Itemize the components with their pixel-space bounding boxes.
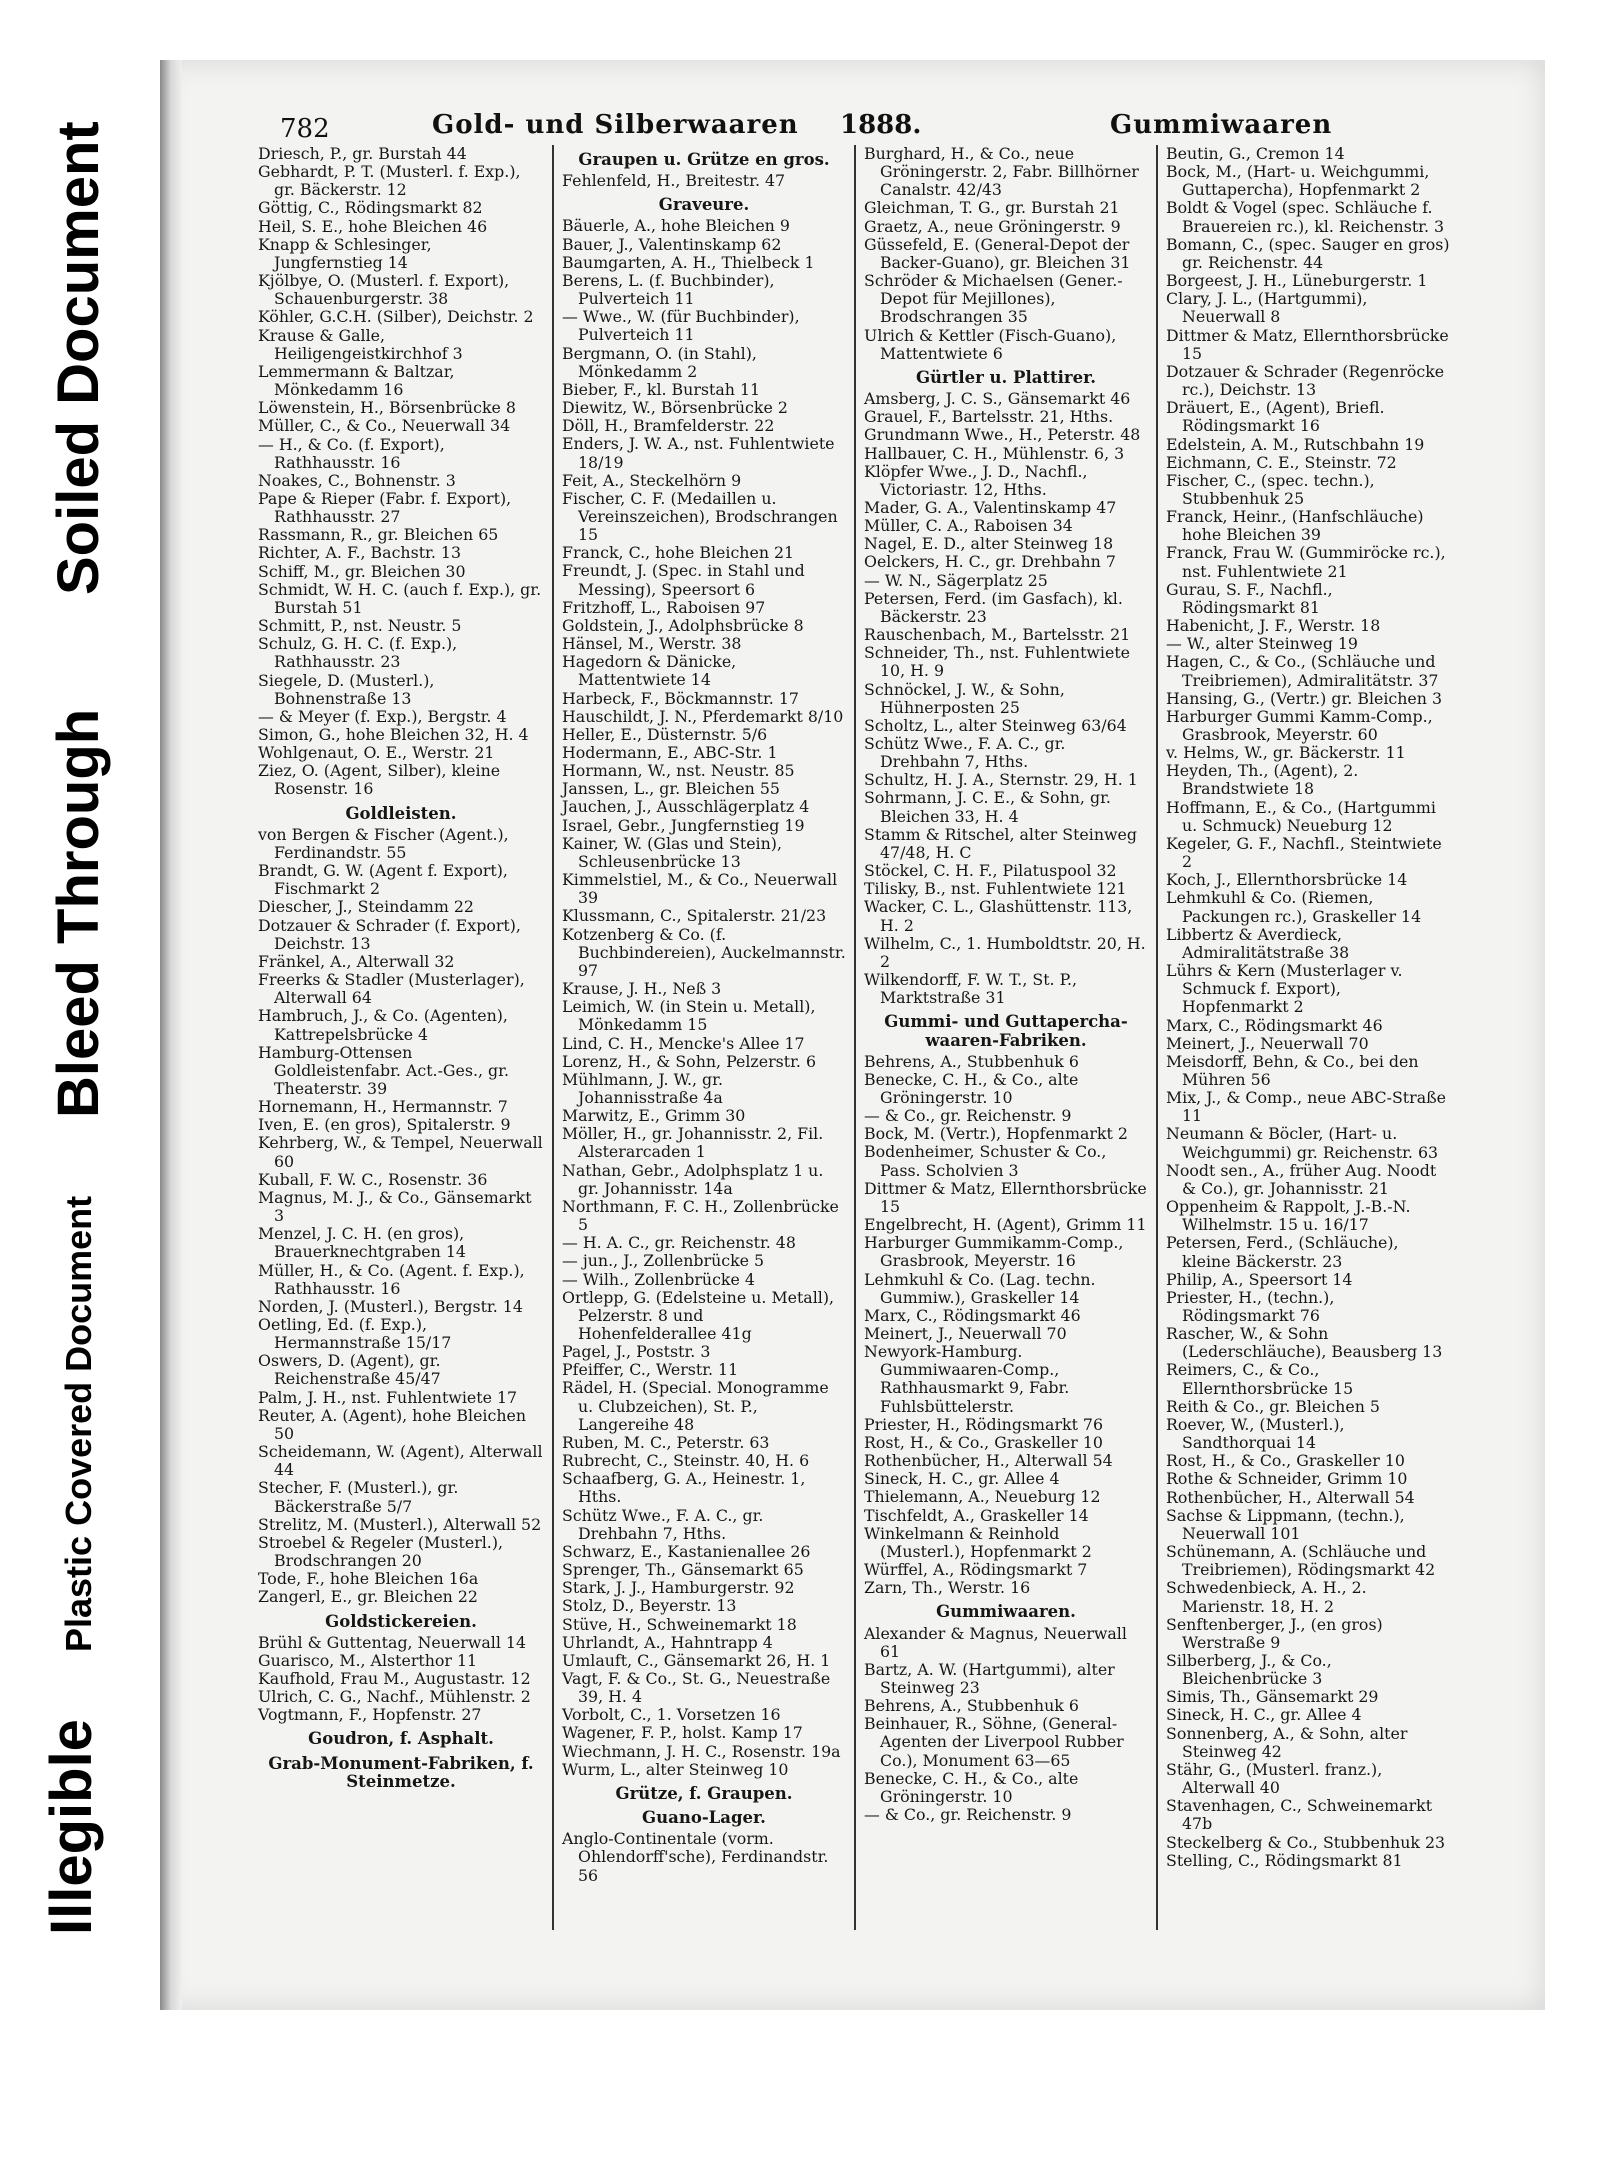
- directory-entry: Gleichman, T. G., gr. Burstah 21: [864, 198, 1120, 218]
- directory-entry: Rascher, W., & Sohn (Lederschläuche), Beausberg 13: [1166, 1324, 1443, 1362]
- directory-entry: Marwitz, E., Grimm 30: [562, 1106, 746, 1126]
- directory-entry: Schmitt, P., nst. Neustr. 5: [258, 616, 462, 636]
- directory-entry: Sineck, H. C., gr. Allee 4: [1166, 1705, 1362, 1725]
- directory-entry: — & Co., gr. Reichenstr. 9: [864, 1805, 1072, 1825]
- directory-entry: Hansing, G., (Vertr.) gr. Bleichen 3: [1166, 688, 1443, 708]
- directory-entry: Vagt, F. & Co., St. G., Neuestraße 39, H. 4: [562, 1668, 831, 1707]
- directory-entry: Diescher, J., Steindamm 22: [258, 897, 474, 917]
- directory-entry: Pape & Rieper (Fabr. f. Export), Rathhausstr. 27: [258, 488, 512, 527]
- directory-entry: Oetling, Ed. (f. Exp.), Hermannstraße 15/17: [258, 1315, 452, 1353]
- directory-entry: Uhrlandt, A., Hahntrapp 4: [562, 1632, 773, 1652]
- section-heading: Gummiwaaren.: [936, 1602, 1076, 1622]
- directory-entry: Ortlepp, G. (Edelsteine u. Metall), Pelzerstr. 8 und Hohenfelderallee 41g: [562, 1287, 835, 1343]
- directory-entry: Freundt, J. (Spec. in Stahl und Messing), Speersort 6: [562, 561, 805, 599]
- directory-entry: Amsberg, J. C. S., Gänsemarkt 46: [864, 389, 1131, 409]
- section-heading: Gummi- und Guttapercha-waaren-Fabriken.: [884, 1012, 1128, 1050]
- directory-entry: Ziez, O. (Agent, Silber), kleine Rosenstr. 16: [258, 761, 501, 799]
- directory-entry: Rothenbücher, H., Alterwall 54: [864, 1451, 1113, 1471]
- directory-entry: Ulrich & Kettler (Fisch-Guano), Mattentwiete 6: [864, 325, 1117, 363]
- directory-entry: Dotzauer & Schrader (Regenröcke rc.), Deichstr. 13: [1166, 361, 1445, 400]
- directory-entry: Reuter, A. (Agent), hohe Bleichen 50: [258, 1405, 527, 1443]
- directory-entry: Baumgarten, A. H., Thielbeck 1: [562, 252, 815, 272]
- directory-entry: Simon, G., hohe Bleichen 32, H. 4: [258, 725, 529, 744]
- page-binding-edge: [160, 60, 182, 2010]
- directory-entry: — & Co., gr. Reichenstr. 9: [864, 1106, 1072, 1126]
- directory-entry: Müller, H., & Co. (Agent. f. Exp.), Rathhausstr. 16: [258, 1260, 525, 1298]
- directory-entry: Lehmkuhl & Co. (Lag. techn. Gummiw.), Graskeller 14: [864, 1269, 1096, 1307]
- directory-entry: Köhler, G.C.H. (Silber), Deichstr. 2: [258, 307, 534, 327]
- directory-entry: Rassmann, R., gr. Bleichen 65: [258, 525, 499, 545]
- directory-entry: Sprenger, Th., Gänsemarkt 65: [562, 1560, 804, 1580]
- directory-entry: Gebhardt, P. T. (Musterl. f. Exp.), gr. Bäckerstr. 12: [258, 162, 521, 200]
- directory-entry: Sonnenberg, A., & Sohn, alter Steinweg 42: [1166, 1723, 1408, 1761]
- directory-entry: v. Helms, W., gr. Bäckerstr. 11: [1166, 743, 1406, 763]
- stamp-bleed-through: Bleed Through: [46, 708, 111, 1118]
- directory-entry: Harbeck, F., Böckmannstr. 17: [562, 688, 799, 708]
- directory-entry: Stüve, H., Schweinemarkt 18: [562, 1614, 797, 1634]
- directory-entry: Lehmkuhl & Co. (Riemen, Packungen rc.), Graskeller 14: [1166, 888, 1422, 926]
- directory-entry: Fränkel, A., Alterwall 32: [258, 951, 455, 971]
- directory-columns: [250, 145, 1460, 1930]
- directory-entry: Marx, C., Rödingsmarkt 46: [1166, 1015, 1383, 1035]
- directory-entry: Grundmann Wwe., H., Peterstr. 48: [864, 425, 1141, 445]
- directory-entry: Janssen, L., gr. Bleichen 55: [562, 779, 780, 799]
- directory-entry: Winkelmann & Reinhold (Musterl.), Hopfenmarkt 2: [864, 1523, 1092, 1561]
- directory-entry: Nagel, E. D., alter Steinweg 18: [864, 534, 1114, 554]
- directory-entry: Scheidemann, W. (Agent), Alterwall 44: [258, 1442, 543, 1480]
- directory-entry: Boldt & Vogel (spec. Schläuche f. Brauereien rc.), kl. Reichenstr. 3: [1166, 198, 1445, 236]
- directory-entry: Thielemann, A., Neueburg 12: [864, 1487, 1101, 1507]
- directory-entry: Meisdorff, Behn, & Co., bei den Mühren 56: [1166, 1051, 1419, 1089]
- directory-entry: Hornemann, H., Hermannstr. 7: [258, 1097, 508, 1117]
- section-heading: Goudron, f. Asphalt.: [308, 1729, 494, 1749]
- section-heading: Goldleisten.: [345, 803, 457, 823]
- directory-entry: Freerks & Stadler (Musterlager), Alterwall 64: [258, 970, 525, 1008]
- directory-entry: Kegeler, G. F., Nachfl., Steintwiete 2: [1166, 833, 1442, 872]
- directory-entry: — Wwe., W. (für Buchbinder), Pulverteich 11: [562, 307, 800, 345]
- directory-entry: Dräuert, E., (Agent), Briefl. Rödingsmarkt 16: [1166, 398, 1385, 436]
- directory-entry: Alexander & Magnus, Neuerwall 61: [864, 1623, 1127, 1661]
- directory-entry: Sohrmann, J. C. E., & Sohn, gr. Bleichen 33, H. 4: [864, 788, 1111, 826]
- directory-entry: Stelling, C., Rödingsmarkt 81: [1166, 1850, 1403, 1870]
- directory-entry: Kehrberg, W., & Tempel, Neuerwall 60: [258, 1133, 543, 1171]
- directory-entry: Dittmer & Matz, Ellernthorsbrücke 15: [864, 1178, 1147, 1216]
- directory-entry: Noakes, C., Bohnenstr. 3: [258, 470, 456, 490]
- directory-entry: Priester, H., Rödingsmarkt 76: [864, 1414, 1104, 1434]
- directory-entry: Schütz Wwe., F. A. C., gr. Drehbahn 7, Hths.: [562, 1505, 764, 1543]
- directory-entry: Wohlgenaut, O. E., Werstr. 21: [258, 743, 495, 763]
- directory-entry: Schünemann, A. (Schläuche und Treibriemen), Rödingsmarkt 42: [1166, 1542, 1436, 1580]
- directory-entry: Lemmermann & Baltzar, Mönkedamm 16: [258, 361, 455, 400]
- directory-entry: Sachse & Lippmann, (techn.), Neuerwall 101: [1166, 1505, 1405, 1543]
- directory-entry: Rädel, H. (Special. Monogramme u. Clubzeichen), St. P., Langereihe 48: [562, 1378, 829, 1434]
- directory-entry: Diewitz, W., Börsenbrücke 2: [562, 398, 788, 418]
- directory-entry: Menzel, J. C. H. (en gros), Brauerknechtgraben 14: [258, 1224, 466, 1262]
- directory-entry: Rost, H., & Co., Graskeller 10: [864, 1432, 1103, 1452]
- directory-entry: Hoffmann, E., & Co., (Hartgummi u. Schmuck) Neueburg 12: [1166, 797, 1436, 835]
- directory-entry: Tode, F., hohe Bleichen 16a: [258, 1569, 479, 1589]
- directory-entry: Behrens, A., Stubbenhuk 6: [864, 1696, 1079, 1716]
- directory-entry: Senftenberger, J., (en gros) Werstraße 9: [1166, 1614, 1383, 1652]
- directory-entry: — H., & Co. (f. Export), Rathhausstr. 16: [258, 434, 445, 472]
- directory-entry: Kuball, F. W. C., Rosenstr. 36: [258, 1169, 488, 1189]
- directory-entry: Rauschenbach, M., Bartelsstr. 21: [864, 625, 1131, 645]
- directory-entry: Hagedorn & Dänicke, Mattentwiete 14: [562, 652, 737, 690]
- directory-entry: Fritzhoff, L., Raboisen 97: [562, 597, 766, 617]
- directory-entry: Benecke, C. H., & Co., alte Gröningerstr. 10: [864, 1768, 1079, 1806]
- directory-entry: Brühl & Guttentag, Neuerwall 14: [258, 1632, 527, 1652]
- directory-entry: Heyden, Th., (Agent), 2. Brandstwiete 18: [1166, 761, 1359, 799]
- directory-entry: Mix, J., & Comp., neue ABC-Straße 11: [1166, 1088, 1447, 1126]
- directory-entry: Fehlenfeld, H., Breitestr. 47: [562, 171, 786, 191]
- directory-entry: Iven, E. (en gros), Spitalerstr. 9: [258, 1115, 511, 1135]
- directory-entry: Fischer, C., (spec. techn.), Stubbenhuk 25: [1166, 470, 1375, 508]
- directory-entry: Wiechmann, J. H. C., Rosenstr. 19a: [562, 1741, 841, 1761]
- directory-entry: Rost, H., & Co., Graskeller 10: [1166, 1451, 1405, 1471]
- directory-entry: Berens, L. (f. Buchbinder), Pulverteich 11: [562, 270, 775, 309]
- directory-entry: Bergmann, O. (in Stahl), Mönkedamm 2: [562, 343, 757, 381]
- directory-entry: Grauel, F., Bartelsstr. 21, Hths.: [864, 407, 1114, 427]
- directory-entry: Clary, J. L., (Hartgummi), Neuerwall 8: [1166, 289, 1368, 327]
- directory-entry: Dotzauer & Schrader (f. Export), Deichstr. 13: [258, 915, 521, 953]
- directory-entry: Ulrich, C. G., Nachf., Mühlenstr. 2: [258, 1687, 531, 1707]
- directory-entry: Jauchen, J., Ausschlägerplatz 4: [562, 797, 810, 817]
- directory-entry: Reith & Co., gr. Bleichen 5: [1166, 1396, 1380, 1416]
- directory-entry: Oswers, D. (Agent), gr. Reichenstraße 45/47: [258, 1351, 441, 1389]
- directory-entry: Philip, A., Speersort 14: [1166, 1269, 1353, 1289]
- directory-entry: Wilhelm, C., 1. Humboldtstr. 20, H. 2: [864, 933, 1146, 971]
- directory-entry: Wurm, L., alter Steinweg 10: [562, 1759, 789, 1779]
- directory-entry: Gurau, S. F., Nachfl., Rödingsmarkt 81: [1166, 579, 1333, 617]
- directory-entry: Bock, M. (Vertr.), Hopfenmarkt 2: [864, 1124, 1128, 1144]
- directory-entry: Stolz, D., Beyerstr. 13: [562, 1596, 737, 1616]
- directory-entry: Libbertz & Averdieck, Admiralitätstraße 38: [1166, 924, 1350, 962]
- directory-entry: — jun., J., Zollenbrücke 5: [562, 1251, 765, 1271]
- directory-entry: Roever, W., (Musterl.), Sandthorquai 14: [1166, 1414, 1345, 1453]
- directory-entry: Driesch, P., gr. Burstah 44: [258, 145, 467, 163]
- directory-entry: Hodermann, E., ABC-Str. 1: [562, 743, 778, 762]
- directory-entry: Pfeiffer, C., Werstr. 11: [562, 1360, 739, 1380]
- directory-entry: Meinert, J., Neuerwall 70: [1166, 1033, 1369, 1053]
- directory-entry: Northmann, F. C. H., Zollenbrücke 5: [562, 1196, 839, 1235]
- directory-entry: — W. N., Sägerplatz 25: [864, 570, 1048, 590]
- directory-entry: Schröder & Michaelsen (Gener.-Depot für Mejillones), Brodschrangen 35: [864, 271, 1123, 327]
- directory-entry: Bodenheimer, Schuster & Co., Pass. Scholvien 3: [864, 1142, 1107, 1180]
- directory-entry: Habenicht, J. F., Werstr. 18: [1166, 616, 1381, 636]
- directory-entry: Behrens, A., Stubbenhuk 6: [864, 1051, 1079, 1071]
- directory-entry: Mader, G. A., Valentinskamp 47: [864, 497, 1117, 517]
- directory-entry: Neumann & Böcler, (Hart- u. Weichgummi) gr. Reichenstr. 63: [1166, 1124, 1439, 1162]
- section-heading: Gürtler u. Plattirer.: [915, 367, 1097, 387]
- directory-entry: Goldstein, J., Adolphsbrücke 8: [562, 615, 804, 635]
- directory-entry: Magnus, M. J., & Co., Gänsemarkt 3: [258, 1187, 532, 1226]
- directory-entry: Tischfeldt, A., Graskeller 14: [864, 1505, 1089, 1525]
- directory-entry: Hormann, W., nst. Neustr. 85: [562, 761, 795, 781]
- directory-entry: Rubrecht, C., Steinstr. 40, H. 6: [562, 1451, 810, 1471]
- directory-entry: Würffel, A., Rödingsmarkt 7: [864, 1560, 1088, 1580]
- directory-entry: Franck, Frau W. (Gummiröcke rc.), nst. Fuhlentwiete 21: [1166, 543, 1446, 581]
- directory-entry: Meinert, J., Neuerwall 70: [864, 1324, 1067, 1343]
- directory-entry: Siegele, D. (Musterl.), Bohnenstraße 13: [258, 670, 435, 708]
- directory-entry: Ruben, M. C., Peterstr. 63: [562, 1432, 770, 1452]
- directory-entry: Bauer, J., Valentinskamp 62: [562, 234, 782, 254]
- directory-entry: Heil, S. E., hohe Bleichen 46: [258, 216, 488, 236]
- directory-entry: Borgeest, J. H., Lüneburgerstr. 1: [1166, 271, 1428, 291]
- section-heading: Guano-Lager.: [642, 1808, 766, 1828]
- directory-entry: Dittmer & Matz, Ellernthorsbrücke 15: [1166, 325, 1449, 363]
- directory-entry: Krause, J. H., Neß 3: [562, 979, 722, 999]
- directory-entry: Beinhauer, R., Söhne, (General-Agenten der Liverpool Rubber Co.), Monument 63—65: [864, 1714, 1124, 1770]
- directory-entry: Israel, Gebr., Jungfernstieg 19: [562, 815, 805, 835]
- directory-entry: Schiff, M., gr. Bleichen 30: [258, 561, 466, 581]
- directory-entry: Richter, A. F., Bachstr. 13: [258, 543, 461, 563]
- page-header: [280, 108, 1333, 148]
- stamp-illegible: Illegible: [39, 1719, 104, 1935]
- directory-entry: Strelitz, M. (Musterl.), Alterwall 52: [258, 1514, 542, 1534]
- directory-entry: Eichmann, C. E., Steinstr. 72: [1166, 452, 1397, 472]
- page-number: 782: [280, 114, 330, 144]
- directory-entry: Kaufhold, Frau M., Augustastr. 12: [258, 1668, 531, 1688]
- directory-entry: Stavenhagen, C., Schweinemarkt 47b: [1166, 1796, 1433, 1834]
- directory-entry: Umlauft, C., Gänsemarkt 26, H. 1: [562, 1650, 831, 1670]
- stamp-soiled-document: Soiled Document: [46, 121, 111, 595]
- directory-entry: Rothenbücher, H., Alterwall 54: [1166, 1487, 1415, 1507]
- section-heading: Goldstickereien.: [325, 1611, 477, 1631]
- directory-entry: Feit, A., Steckelhörn 9: [562, 470, 742, 490]
- directory-entry: Silberberg, J., & Co., Bleichenbrücke 3: [1166, 1650, 1332, 1689]
- header-right-title: Gummiwaaren: [1110, 110, 1333, 140]
- directory-entry: Engelbrecht, H. (Agent), Grimm 11: [864, 1215, 1147, 1235]
- stamp-plastic-covered: Plastic Covered Document: [58, 1195, 99, 1652]
- archive-stamp-strip: [0, 0, 160, 2177]
- directory-entry: Sineck, H. C., gr. Allee 4: [864, 1469, 1060, 1489]
- directory-entry: Hagen, C., & Co., (Schläuche und Treibriemen), Admiralitätstr. 37: [1166, 652, 1439, 690]
- directory-entry: Oelckers, H. C., gr. Drehbahn 7: [864, 552, 1116, 572]
- directory-entry: Krause & Galle, Heiligengeistkirchhof 3: [258, 325, 463, 363]
- header-year: 1888.: [840, 110, 922, 140]
- directory-entry: Simis, Th., Gänsemarkt 29: [1166, 1687, 1379, 1707]
- directory-entry: Knapp & Schlesinger, Jungfernstieg 14: [258, 234, 432, 272]
- directory-entry: Stöckel, C. H. F., Pilatuspool 32: [864, 861, 1117, 881]
- directory-entry: — H. A. C., gr. Reichenstr. 48: [562, 1233, 796, 1253]
- directory-entry: Schmidt, W. H. C. (auch f. Exp.), gr. Burstah 51: [258, 579, 542, 617]
- directory-entry: Guarisco, M., Alsterthor 11: [258, 1650, 478, 1670]
- directory-entry: Vorbolt, C., 1. Vorsetzen 16: [562, 1705, 781, 1725]
- directory-entry: Stähr, G., (Musterl. franz.), Alterwall 40: [1166, 1759, 1383, 1798]
- directory-entry: Lorenz, H., & Sohn, Pelzerstr. 6: [562, 1051, 816, 1071]
- directory-entry: — Wilh., Zollenbrücke 4: [562, 1269, 755, 1289]
- directory-entry: Hauschildt, J. N., Pferdemarkt 8/10: [562, 706, 844, 726]
- directory-entry: Bomann, C., (spec. Sauger en gros) gr. Reichenstr. 44: [1166, 234, 1450, 272]
- directory-entry: Newyork-Hamburg. Gummiwaaren-Comp., Rathhausmarkt 9, Fabr. Fuhlsbüttelerstr.: [864, 1342, 1070, 1416]
- directory-entry: Petersen, Ferd., (Schläuche), kleine Bäckerstr. 23: [1166, 1233, 1399, 1271]
- directory-entry: Nathan, Gebr., Adolphsplatz 1 u. gr. Johannisstr. 14a: [562, 1160, 824, 1198]
- directory-entry: Klussmann, C., Spitalerstr. 21/23: [562, 906, 827, 926]
- directory-entry: Heller, E., Düsternstr. 5/6: [562, 724, 768, 744]
- directory-entry: Döll, H., Bramfelderstr. 22: [562, 416, 775, 436]
- directory-entry: Petersen, Ferd. (im Gasfach), kl. Bäckerstr. 23: [864, 588, 1123, 626]
- directory-entry: Schwarz, E., Kastanienallee 26: [562, 1541, 811, 1561]
- directory-entry: Benecke, C. H., & Co., alte Gröningerstr. 10: [864, 1069, 1079, 1107]
- directory-entry: Scholtz, L., alter Steinweg 63/64: [864, 715, 1127, 735]
- directory-entry: Schütz Wwe., F. A. C., gr. Drehbahn 7, Hths.: [864, 734, 1066, 772]
- directory-entry: Klöpfer Wwe., J. D., Nachfl., Victoriastr. 12, Hths.: [864, 461, 1088, 499]
- directory-entry: Göttig, C., Rödingsmarkt 82: [258, 198, 483, 218]
- directory-entry: Harburger Gummi Kamm-Comp., Grasbrook, Meyerstr. 60: [1166, 706, 1433, 744]
- directory-entry: Oppenheim & Rappolt, J.-B.-N. Wilhelmstr. 15 u. 16/17: [1166, 1197, 1411, 1235]
- directory-entry: Zarn, Th., Werstr. 16: [864, 1578, 1031, 1598]
- directory-entry: Wacker, C. L., Glashüttenstr. 113, H. 2: [864, 897, 1133, 935]
- directory-entry: Hallbauer, C. H., Mühlenstr. 6, 3: [864, 443, 1125, 463]
- directory-entry: Kjölbye, O. (Musterl. f. Export), Schauenburgerstr. 38: [258, 271, 510, 309]
- directory-entry: Harburger Gummikamm-Comp., Grasbrook, Meyerstr. 16: [864, 1233, 1124, 1271]
- directory-entry: Wilkendorff, F. W. T., St. P., Marktstraße 31: [864, 970, 1078, 1008]
- directory-entry: Edelstein, A. M., Rutschbahn 19: [1166, 434, 1425, 454]
- directory-column-3: [854, 145, 1156, 1930]
- directory-entry: Franck, Heinr., (Hanfschläuche) hohe Bleichen 39: [1166, 507, 1424, 545]
- directory-entry: Lind, C. H., Mencke's Allee 17: [562, 1033, 805, 1053]
- directory-entry: Schwedenbieck, A. H., 2. Marienstr. 18, H. 2: [1166, 1578, 1367, 1616]
- directory-entry: Pagel, J., Poststr. 3: [562, 1342, 711, 1362]
- directory-entry: Schnöckel, J. W., & Sohn, Hühnerposten 25: [864, 679, 1065, 717]
- directory-entry: Anglo-Continentale (vorm. Ohlendorff'sche), Ferdinandstr. 56: [562, 1829, 829, 1885]
- directory-entry: Priester, H., (techn.), Rödingsmarkt 76: [1166, 1287, 1335, 1325]
- directory-entry: Stark, J. J., Hamburgerstr. 92: [562, 1578, 795, 1598]
- directory-entry: Brandt, G. W. (Agent f. Export), Fischmarkt 2: [258, 861, 508, 899]
- directory-entry: Stamm & Ritschel, alter Steinweg 47/48, H. C: [864, 824, 1137, 862]
- directory-entry: Müller, C. A., Raboisen 34: [864, 516, 1073, 536]
- directory-column-2: [552, 145, 854, 1930]
- directory-entry: Bock, M., (Hart- u. Weichgummi, Guttapercha), Hopfenmarkt 2: [1166, 162, 1430, 200]
- directory-entry: Graetz, A., neue Gröningerstr. 9: [864, 216, 1121, 236]
- directory-entry: Steckelberg & Co., Stubbenhuk 23: [1166, 1832, 1446, 1852]
- directory-entry: Fischer, C. F. (Medaillen u. Vereinszeichen), Brodschrangen 15: [562, 488, 838, 545]
- section-heading: Grütze, f. Graupen.: [615, 1783, 793, 1803]
- directory-entry: Bartz, A. W. (Hartgummi), alter Steinweg 23: [864, 1659, 1115, 1697]
- directory-entry: Lührs & Kern (Musterlager v. Schmuck f. Export), Hopfenmarkt 2: [1166, 961, 1403, 1017]
- directory-entry: Noodt sen., A., früher Aug. Noodt & Co.), gr. Johannisstr. 21: [1166, 1160, 1437, 1198]
- directory-entry: Tilisky, B., nst. Fuhlentwiete 121: [864, 879, 1127, 899]
- directory-entry: Burghard, H., & Co., neue Gröningerstr. 2, Fabr. Billhörner Canalstr. 42/43: [864, 145, 1139, 200]
- header-left-title: Gold- und Silberwaaren: [432, 110, 799, 140]
- section-heading: Graveure.: [658, 195, 750, 215]
- directory-entry: Kotzenberg & Co. (f. Buchbindereien), Auckelmannstr. 97: [562, 924, 846, 980]
- directory-entry: Hambruch, J., & Co. (Agenten), Kattrepelsbrücke 4: [258, 1006, 508, 1044]
- directory-entry: Vogtmann, F., Hopfenstr. 27: [258, 1705, 482, 1725]
- directory-entry: Palm, J. H., nst. Fuhlentwiete 17: [258, 1387, 518, 1407]
- section-heading: Grab-Monument-Fabriken, f. Steinmetze.: [268, 1753, 534, 1791]
- directory-entry: von Bergen & Fischer (Agent.), Ferdinandstr. 55: [258, 824, 509, 862]
- directory-entry: Schultz, H. J. A., Sternstr. 29, H. 1: [864, 770, 1138, 790]
- directory-entry: Norden, J. (Musterl.), Bergstr. 14: [258, 1296, 523, 1316]
- directory-entry: Enders, J. W. A., nst. Fuhlentwiete 18/19: [562, 434, 835, 472]
- directory-entry: — W., alter Steinweg 19: [1166, 634, 1358, 654]
- directory-entry: Kainer, W. (Glas und Stein), Schleusenbrücke 13: [562, 833, 782, 871]
- directory-entry: Stecher, F. (Musterl.), gr. Bäckerstraße 5/7: [258, 1478, 459, 1516]
- directory-entry: Mühlmann, J. W., gr. Johannisstraße 4a: [562, 1069, 723, 1107]
- directory-entry: Kimmelstiel, M., & Co., Neuerwall 39: [562, 870, 838, 908]
- directory-entry: Marx, C., Rödingsmarkt 46: [864, 1305, 1081, 1325]
- directory-entry: Rothe & Schneider, Grimm 10: [1166, 1469, 1408, 1489]
- directory-entry: Stroebel & Regeler (Musterl.), Brodschrangen 20: [258, 1532, 503, 1571]
- directory-column-1: [250, 145, 552, 1930]
- directory-entry: Schaafberg, G. A., Heinestr. 1, Hths.: [562, 1469, 806, 1507]
- directory-entry: Franck, C., hohe Bleichen 21: [562, 543, 795, 563]
- directory-column-4: [1156, 145, 1458, 1930]
- directory-entry: Koch, J., Ellernthorsbrücke 14: [1166, 870, 1408, 890]
- directory-entry: Müller, C., & Co., Neuerwall 34: [258, 416, 511, 436]
- directory-entry: Hänsel, M., Werstr. 38: [562, 634, 742, 654]
- directory-entry: Möller, H., gr. Johannisstr. 2, Fil. Alsterarcaden 1: [562, 1124, 824, 1162]
- directory-entry: Wagener, F. P., holst. Kamp 17: [562, 1723, 803, 1743]
- directory-entry: Bäuerle, A., hohe Bleichen 9: [562, 216, 790, 236]
- directory-entry: Reimers, C., & Co., Ellernthorsbrücke 15: [1166, 1360, 1354, 1398]
- directory-entry: Bieber, F., kl. Burstah 11: [562, 379, 761, 399]
- directory-entry: Schneider, Th., nst. Fuhlentwiete 10, H. 9: [864, 643, 1131, 681]
- section-heading: Graupen u. Grütze en gros.: [578, 150, 830, 169]
- directory-entry: Beutin, G., Cremon 14: [1166, 145, 1345, 163]
- directory-entry: Löwenstein, H., Börsenbrücke 8: [258, 398, 516, 418]
- directory-entry: Zangerl, E., gr. Bleichen 22: [258, 1587, 478, 1607]
- directory-entry: — & Meyer (f. Exp.), Bergstr. 4: [258, 706, 507, 726]
- directory-entry: Hamburg-Ottensen Goldleistenfabr. Act.-Ges., gr. Theaterstr. 39: [258, 1042, 510, 1098]
- directory-entry: Schulz, G. H. C. (f. Exp.), Rathhausstr. 23: [258, 634, 458, 672]
- directory-entry: Güssefeld, E. (General-Depot der Backer-Guano), gr. Bleichen 31: [864, 234, 1131, 272]
- directory-entry: Leimich, W. (in Stein u. Metall), Mönkedamm 15: [562, 997, 816, 1035]
